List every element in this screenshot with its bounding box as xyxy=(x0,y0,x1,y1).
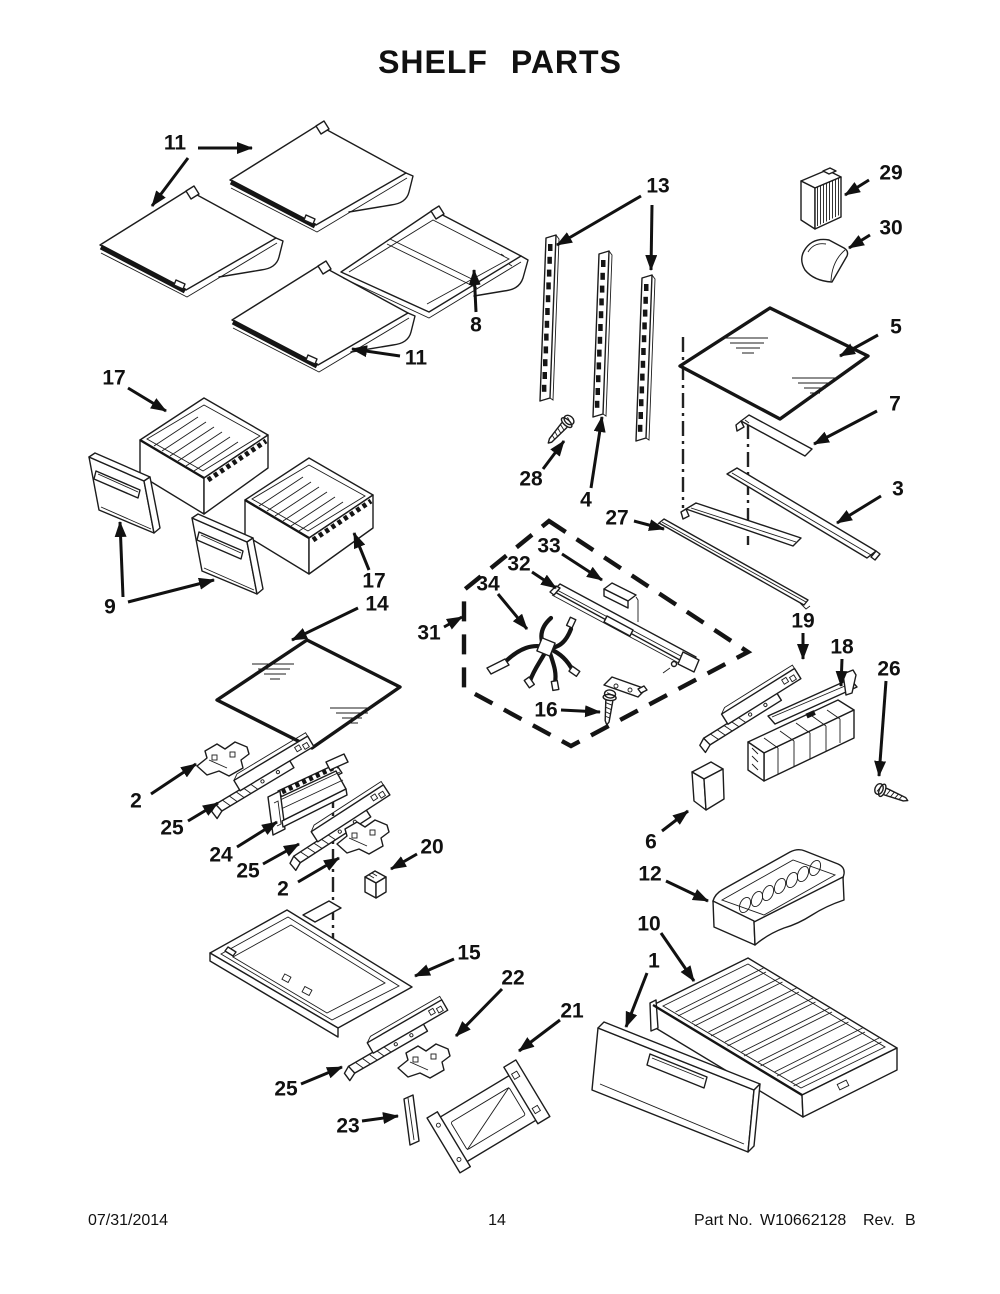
part-13-rail-left xyxy=(540,235,559,401)
callout-arrow-13 xyxy=(651,205,652,270)
footer-page-number: 14 xyxy=(488,1212,506,1229)
callout-arrow-32 xyxy=(532,572,556,588)
callout-11: 11 xyxy=(163,131,187,155)
callout-arrow-18 xyxy=(841,659,842,686)
part-5-glass-insert xyxy=(680,308,868,419)
callout-20: 20 xyxy=(420,835,444,859)
callout-9: 9 xyxy=(104,595,116,619)
footer-part-no-label: Part No. xyxy=(694,1212,753,1229)
callout-arrow-10 xyxy=(661,933,694,981)
callout-arrow-6 xyxy=(662,811,688,831)
callout-32: 32 xyxy=(507,552,531,576)
callout-6: 6 xyxy=(645,830,657,854)
part-17-basket-left xyxy=(140,398,268,514)
footer-rev-value: B xyxy=(905,1212,916,1229)
callout-arrow-3 xyxy=(837,496,881,523)
callout-arrow-25 xyxy=(301,1067,342,1084)
callout-arrow-9 xyxy=(120,522,123,597)
callout-25: 25 xyxy=(160,816,184,840)
callout-28: 28 xyxy=(519,467,543,491)
callout-arrow-17 xyxy=(128,388,166,411)
part-29-air-filter xyxy=(801,168,841,229)
part-11-shelf-left xyxy=(100,186,283,297)
callout-arrow-21 xyxy=(519,1020,560,1051)
part-20-stop-block xyxy=(365,871,386,898)
callout-arrow-17 xyxy=(354,533,369,570)
callout-arrow-22 xyxy=(456,989,502,1036)
callout-arrow-30 xyxy=(849,235,870,248)
callout-arrow-29 xyxy=(845,180,869,195)
part-11-shelf-top xyxy=(230,121,413,232)
part-4-rail-center xyxy=(593,251,612,417)
callout-arrow-9 xyxy=(128,580,214,602)
callout-arrow-14 xyxy=(292,608,358,640)
callout-arrow-33 xyxy=(562,554,602,580)
callout-arrow-20 xyxy=(391,854,417,869)
callout-17: 17 xyxy=(102,366,126,390)
callout-arrow-4 xyxy=(591,417,602,488)
callout-11: 11 xyxy=(404,346,428,370)
footer-rev-label: Rev. xyxy=(863,1212,895,1229)
callout-arrow-7 xyxy=(814,411,877,444)
callout-27: 27 xyxy=(605,506,629,530)
footer-date: 07/31/2014 xyxy=(88,1212,169,1229)
part-17-basket-right xyxy=(245,458,373,574)
callout-4: 4 xyxy=(580,488,592,512)
callout-23: 23 xyxy=(336,1114,360,1138)
callout-21: 21 xyxy=(560,999,584,1023)
callout-18: 18 xyxy=(830,635,854,659)
callout-29: 29 xyxy=(879,161,903,185)
part-23-spacer-strip xyxy=(404,1095,419,1145)
callout-arrow-15 xyxy=(415,959,454,976)
callout-24: 24 xyxy=(209,843,233,867)
callout-31: 31 xyxy=(417,621,441,645)
callout-10: 10 xyxy=(637,912,661,936)
callout-12: 12 xyxy=(638,862,662,886)
part-14-glass-insert xyxy=(217,640,400,748)
callout-arrow-28 xyxy=(543,441,564,469)
page-title: SHELF PARTS xyxy=(378,44,622,80)
callout-arrow-8 xyxy=(474,270,476,312)
callout-25: 25 xyxy=(236,859,260,883)
callout-30: 30 xyxy=(879,216,903,240)
callout-1: 1 xyxy=(648,949,660,973)
callout-arrow-24 xyxy=(237,822,277,847)
callout-arrow-1 xyxy=(626,973,647,1027)
callout-arrow-11 xyxy=(352,349,400,356)
callout-16: 16 xyxy=(534,698,558,722)
callout-5: 5 xyxy=(890,315,902,339)
callout-14: 14 xyxy=(365,592,389,616)
callout-13: 13 xyxy=(646,174,670,198)
callout-arrow-13 xyxy=(557,196,641,245)
part-34-wire-harness xyxy=(487,617,580,690)
part-22-bracket xyxy=(398,1044,450,1078)
callout-25: 25 xyxy=(274,1077,298,1101)
callout-arrow-2 xyxy=(151,764,196,794)
callout-arrow-23 xyxy=(362,1116,398,1121)
callout-15: 15 xyxy=(457,941,481,965)
callout-19: 19 xyxy=(791,609,815,633)
callout-17: 17 xyxy=(362,569,386,593)
part-12-ice-bin xyxy=(713,850,844,945)
callout-3: 3 xyxy=(892,477,904,501)
part-26-screw xyxy=(873,781,910,806)
part-27-slide-rail xyxy=(655,519,810,609)
part-13-rail-right xyxy=(636,275,655,441)
callout-33: 33 xyxy=(537,534,561,558)
part-30-filter-cover xyxy=(802,239,848,282)
callout-26: 26 xyxy=(877,657,901,681)
callout-arrow-26 xyxy=(879,681,886,776)
callout-arrow-16 xyxy=(561,710,600,712)
callout-arrow-12 xyxy=(666,881,708,901)
part-28-screw xyxy=(543,413,576,448)
callout-7: 7 xyxy=(889,392,901,416)
part-21-support-frame xyxy=(425,1060,551,1173)
callout-22: 22 xyxy=(501,966,525,990)
callout-2: 2 xyxy=(130,789,142,813)
callout-8: 8 xyxy=(470,313,482,337)
footer-part-no: W10662128 xyxy=(760,1212,847,1229)
callout-arrow-31 xyxy=(444,617,462,627)
part-15-pantry-tray xyxy=(210,901,412,1037)
callout-2: 2 xyxy=(277,877,289,901)
callout-arrow-34 xyxy=(498,594,527,629)
part-6-end-cap xyxy=(692,762,724,810)
callout-34: 34 xyxy=(476,572,500,596)
